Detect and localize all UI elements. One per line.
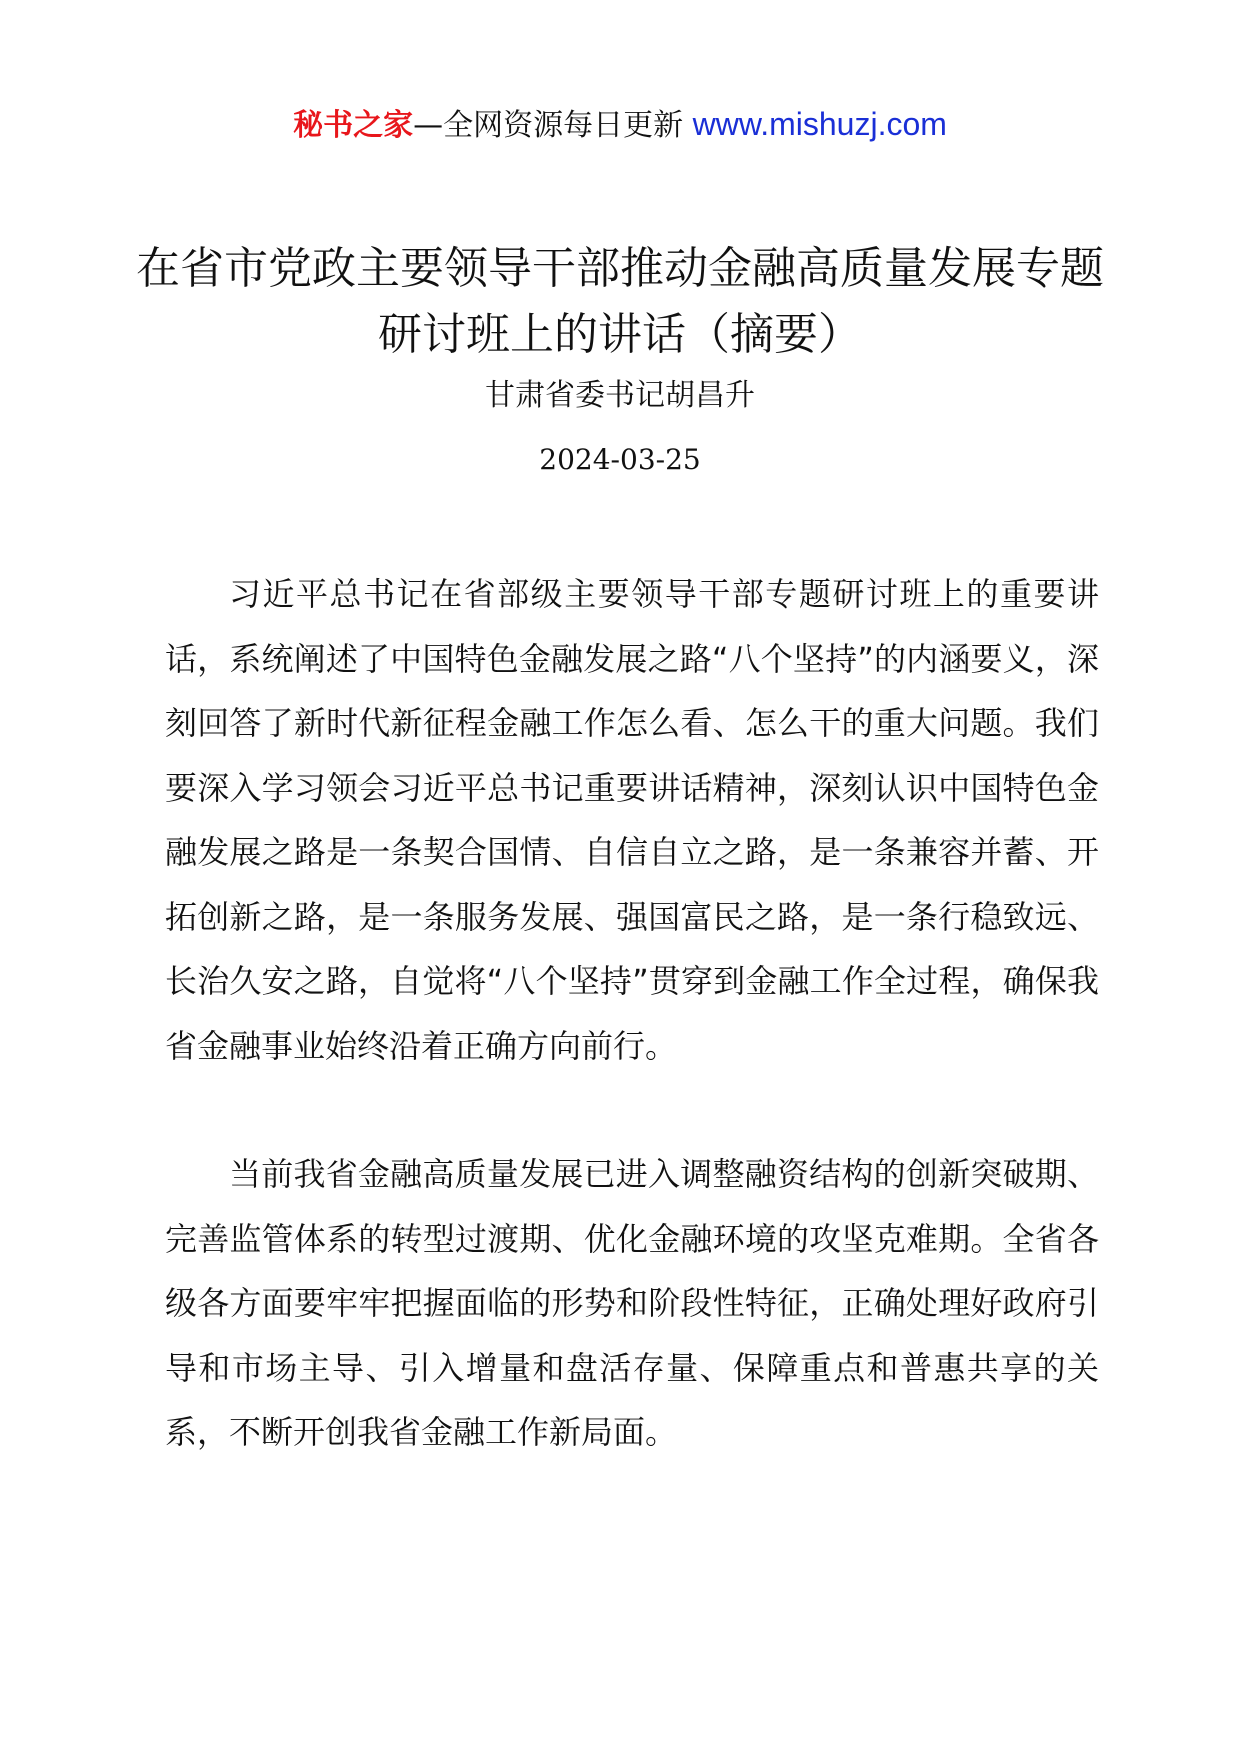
document-date: 2024-03-25 (539, 443, 701, 476)
header-separator: — (413, 108, 444, 143)
document-body (165, 562, 1099, 1529)
document-author: 甘肃省委书记胡昌升 (485, 378, 755, 413)
body-paragraph: 当前我省金融高质量发展已进入调整融资结构的创新突破期、完善监管体系的转型过渡期、优化金融环境的攻坚克难期。全省各级各方面要牢牢把握面临的形势和阶段性特征，正确处理好政府引导和市场主导、引入增量和盘活存量、保障重点和普惠共享的关系，不断开创我省金融工作新局面。 (165, 1155, 1099, 1451)
body-paragraph: 习近平总书记在省部级主要领导干部专题研讨班上的重要讲话，系统阐述了中国特色金融发展之路“八个坚持”的内涵要义，深刻回答了新时代新征程金融工作怎么看、怎么干的重大问题。我们要深入学习领会习近平总书记重要讲话精神，深刻认识中国特色金融发展之路是一条契合国情、自信自立之路，是一条兼容并蓄、开拓创新之路，是一条服务发展、强国富民之路，是一条行稳致远、长治久安之路，自觉将“八个坚持”贯穿到金融工作全过程，确保我省金融事业始终沿着正确方向前行。 (165, 575, 1099, 1065)
document-title: 在省市党政主要领导干部推动金融高质量发展专题研讨班上的讲话（摘要） (136, 243, 1104, 360)
site-brand: 秘书之家 (293, 108, 414, 143)
site-url-link[interactable]: www.mishuzj.com (692, 106, 947, 142)
site-slogan: 全网资源每日更新 (443, 108, 693, 143)
site-header (0, 100, 1240, 150)
